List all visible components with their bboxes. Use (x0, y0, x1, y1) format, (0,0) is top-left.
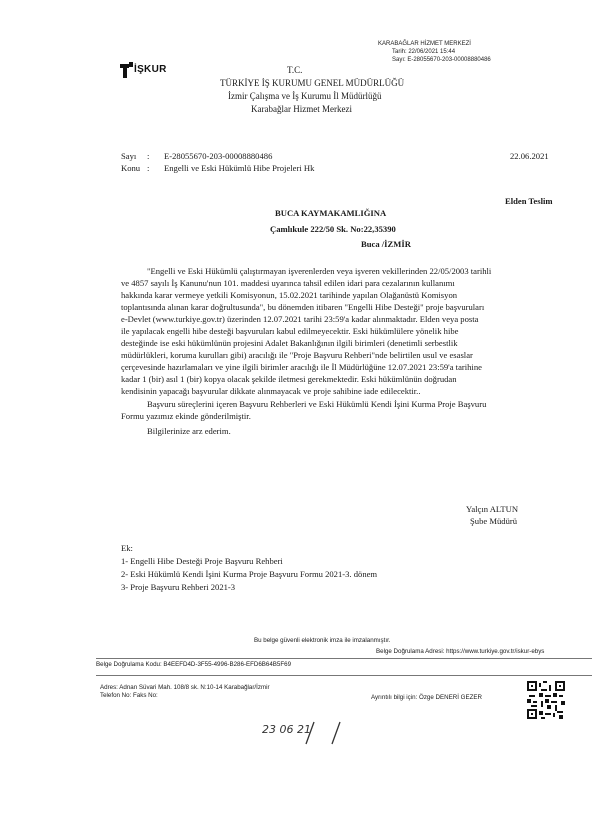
header-office: Karabağlar Hizmet Merkezi (251, 104, 352, 114)
recipient-city: Buca /İZMİR (361, 239, 411, 249)
elden-teslim: Elden Teslim (505, 196, 553, 206)
p1-line: hakkında karar vermeye yetkili Komisyonun, 15.02.2021 tarihinde yapılan Olağanüstü Komisyon (121, 290, 458, 300)
footer-address: Adres: Adnan Süvari Mah. 108/8 sk. N:10-14 Karabağlar/İzmir (100, 684, 270, 691)
verify-code: Belge Doğrulama Kodu: B4EEFD4D-3F55-4996-B286-EFD6B64B5F69 (96, 661, 292, 668)
stamp-office: KARABAĞLAR HİZMET MERKEZİ (378, 41, 471, 47)
attachments-label: Ek: (121, 543, 133, 553)
qr-code-icon (527, 681, 565, 719)
sayi-value: E-28055670-203-00008880486 (164, 151, 273, 161)
document-date: 22.06.2021 (510, 151, 549, 161)
p2-line: Başvuru süreçlerini içeren Başvuru Rehberleri ve Eski Hükümlü Kendi İşini Kurma Proje Başvuru (147, 399, 487, 409)
p1-line: çerçevesinde hazırlamaları ve yine ilgili birimler aracılığı ile İl Müdürlüğüne 12.07.2021 23:59'a tarihine (121, 362, 482, 372)
attachment-item: 3- Proje Başvuru Rehberi 2021-3 (121, 582, 236, 592)
p1-line: müdürlükleri, koruma kurulları gibi) aracılığı ile "Proje Başvuru Rehberi"nde belirtilen usul ve esaslar (121, 350, 473, 360)
p1-line: ve 4857 sayılı İş Kanunu'nun 101. maddesi uyarınca tahsil edilen idari para cezalarının kullanımı (121, 278, 455, 288)
handwritten-slash-icon (300, 720, 320, 746)
closing-text: Bilgilerinize arz ederim. (147, 426, 231, 436)
p1-line: kadar 1 (bir) asıl 1 (bir) kopya olacak şekilde iletmesi gerekmektedir. Eski hükümlünün doğrudan (121, 374, 457, 384)
recipient-name: BUCA KAYMAKAMLIĞINA (275, 208, 387, 218)
p1-line: ile yapılacak engelli hibe desteği başvuruları kabul edilmeyecektir. Eski hükümlülere yönelik hibe (121, 326, 459, 336)
konu-value: Engelli ve Eski Hükümlü Hibe Projeleri Hk (164, 163, 315, 173)
stamp-date: Tarih: 22/06/2021 15:44 (392, 49, 456, 55)
p2-line: Formu yazımız ekinde gönderilmiştir. (121, 411, 251, 421)
sayi-label: Sayı (121, 151, 137, 161)
p1-line: toplantısında alınan karar doğrultusunda", bu dönemden itibaren "Engelli Hibe Desteği" proje başvuruları (121, 302, 485, 312)
handwritten-slash-icon (326, 720, 346, 746)
p1-line: e-Devlet (www.turkiye.gov.tr) üzerinden 12.07.2021 tarihi 23:59'a kadar alınmaktadır. Elden veya posta (121, 314, 479, 324)
footer-contact: Ayrıntılı bilgi için: Özge DENERİ GEZER (371, 694, 482, 701)
footer-divider (96, 658, 592, 659)
footer-phone: Telefon No: Faks No: (100, 692, 158, 699)
p1-line: desteğinde ise eski hükümlünün projesini Adalet Bakanlığının ilgili birimleri (denetimli serbestlik (121, 338, 458, 348)
handwritten-date: 23 06 21 (262, 723, 311, 736)
konu-label: Konu (121, 163, 141, 173)
header-directorate: İzmir Çalışma ve İş Kurumu İl Müdürlüğü (228, 91, 382, 101)
header-ministry: TÜRKİYE İŞ KURUMU GENEL MÜDÜRLÜĞÜ (220, 78, 405, 88)
footer-divider (96, 675, 592, 676)
attachment-item: 1- Engelli Hibe Desteği Proje Başvuru Rehberi (121, 556, 283, 566)
stamp-number: Sayı: E-28055670-203-00008880486 (392, 57, 491, 63)
esign-note: Bu belge güvenli elektronik imza ile imzalanmıştır. (254, 637, 391, 644)
header-tc: T.C. (287, 65, 303, 75)
recipient-address: Çamlıkule 222/50 Sk. No:22,35390 (270, 224, 396, 234)
attachment-item: 2- Eski Hükümlü Kendi İşini Kurma Proje Başvuru Formu 2021-3. dönem (121, 569, 378, 579)
signer-title: Şube Müdürü (470, 516, 518, 526)
p1-line: kendisinin yapacağı başvurular dikkate alınmayacak ve proje sahibine iade edilecektir.. (121, 386, 421, 396)
p1-line: "Engelli ve Eski Hükümlü çalıştırmayan işverenlerden veya işveren vekillerinden 22/05/2003 tarihli (147, 266, 492, 276)
verify-address: Belge Doğrulama Adresi: https://www.turkiye.gov.tr/iskur-ebys (376, 648, 545, 655)
iskur-logo-icon (120, 62, 134, 80)
signer-name: Yalçın ALTUN (466, 504, 519, 514)
logo-text: İŞKUR (134, 64, 167, 75)
